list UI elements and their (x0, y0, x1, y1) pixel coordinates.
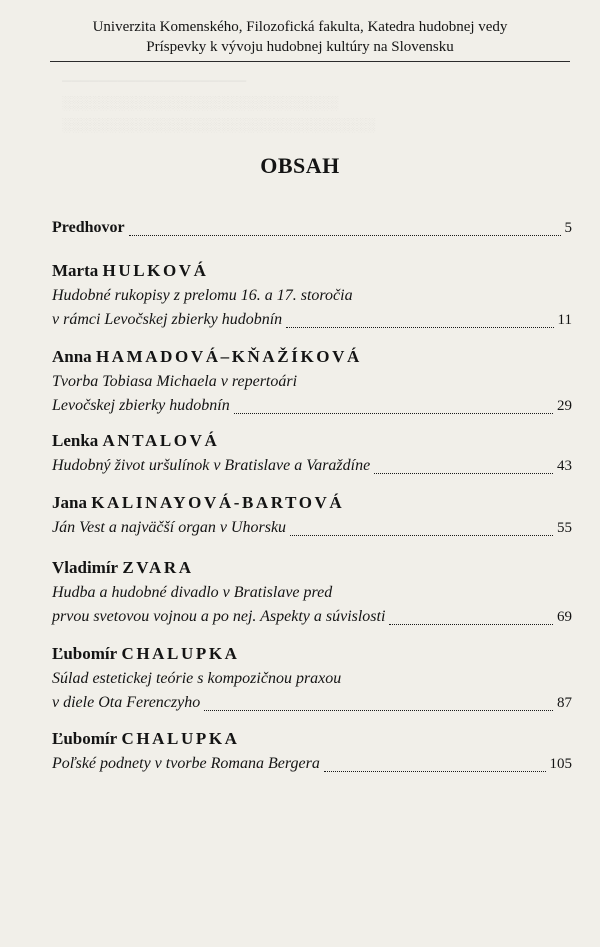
article-title-line: v rámci Levočskej zbierky hudobnín (52, 311, 283, 328)
author-first-name: Ľubomír (52, 644, 118, 663)
header-institution: Univerzita Komenského, Filozofická fakulta, Katedra hudobnej vedy (92, 19, 508, 35)
page-number: 11 (557, 312, 572, 328)
header-book-title: Príspevky k vývoju hudobnej kultúry na Slovensku (146, 39, 454, 55)
toc-entry[interactable] (52, 260, 572, 332)
page-number: 29 (557, 398, 572, 414)
bleed-through-texture: ──────────────────── ░░░░░░░░░░░░░░░░░░░░░░░░░░░░░░ ░░░░░░░░░░░░░░░░░░░░░░░░░░░░░░░░░░ (62, 73, 376, 132)
author-first-name: Anna (52, 347, 92, 366)
author-name (52, 643, 572, 665)
author-last-name: CHALUPKA (121, 644, 240, 663)
author-name (52, 260, 572, 282)
dot-leader (389, 618, 553, 625)
author-first-name: Marta (52, 261, 99, 280)
dot-leader (286, 321, 553, 328)
author-name (52, 346, 572, 368)
page-number: 87 (557, 695, 572, 711)
toc-title: OBSAH (260, 153, 340, 178)
page-number: 105 (549, 756, 572, 772)
author-last-name: CHALUPKA (121, 729, 240, 748)
article-title-line: Súlad estetickej teórie s kompozičnou praxou (52, 670, 342, 687)
article-title-line: prvou svetovou vojnou a po nej. Aspekty a súvislosti (52, 608, 386, 625)
author-first-name: Ľubomír (52, 729, 118, 748)
header-divider (50, 61, 570, 62)
author-last-name: ANTALOVÁ (102, 431, 220, 450)
page-number: 55 (557, 520, 572, 536)
author-name (52, 492, 572, 514)
preface-label: Predhovor (52, 219, 125, 236)
author-last-name: ZVARA (122, 558, 194, 577)
page-number: 69 (557, 609, 572, 625)
dot-leader (129, 229, 561, 236)
article-title-line: Hudba a hudobné divadlo v Bratislave pred (52, 584, 333, 601)
article-title-line: Levočskej zbierky hudobnín (52, 397, 230, 414)
author-last-name: HAMADOVÁ–KŇAŽÍKOVÁ (95, 347, 362, 366)
article-title-line: Hudobný život uršulínok v Bratislave a Varaždíne (52, 457, 371, 474)
dot-leader (374, 467, 553, 474)
toc-entry[interactable] (52, 557, 572, 629)
dot-leader (290, 529, 553, 536)
author-last-name: HULKOVÁ (102, 261, 209, 280)
author-name (52, 430, 572, 452)
page-number: 5 (564, 220, 572, 236)
article-title-line: Poľské podnety v tvorbe Romana Bergera (52, 755, 320, 772)
dot-leader (204, 704, 553, 711)
author-last-name: KALINAYOVÁ-BARTOVÁ (91, 493, 345, 512)
toc-entry[interactable] (52, 346, 572, 418)
author-name (52, 728, 572, 750)
page-number: 43 (557, 458, 572, 474)
toc-entry[interactable] (52, 430, 572, 478)
article-title-line: Tvorba Tobiasa Michaela v repertoári (52, 373, 298, 390)
author-first-name: Lenka (52, 431, 99, 450)
article-title-line: v diele Ota Ferenczyho (52, 694, 201, 711)
author-first-name: Jana (52, 493, 87, 512)
author-first-name: Vladimír (52, 558, 119, 577)
article-title-line: Hudobné rukopisy z prelomu 16. a 17. storočia (52, 287, 353, 304)
author-name (52, 557, 572, 579)
dot-leader (234, 407, 553, 414)
toc-entry[interactable] (52, 728, 572, 776)
toc-entry[interactable] (52, 492, 572, 540)
running-header (20, 17, 580, 57)
article-title-line: Ján Vest a najväčší organ v Uhorsku (52, 519, 287, 536)
toc-entry[interactable] (52, 643, 572, 715)
dot-leader (324, 765, 546, 772)
toc-entry-preface[interactable] (52, 216, 572, 240)
